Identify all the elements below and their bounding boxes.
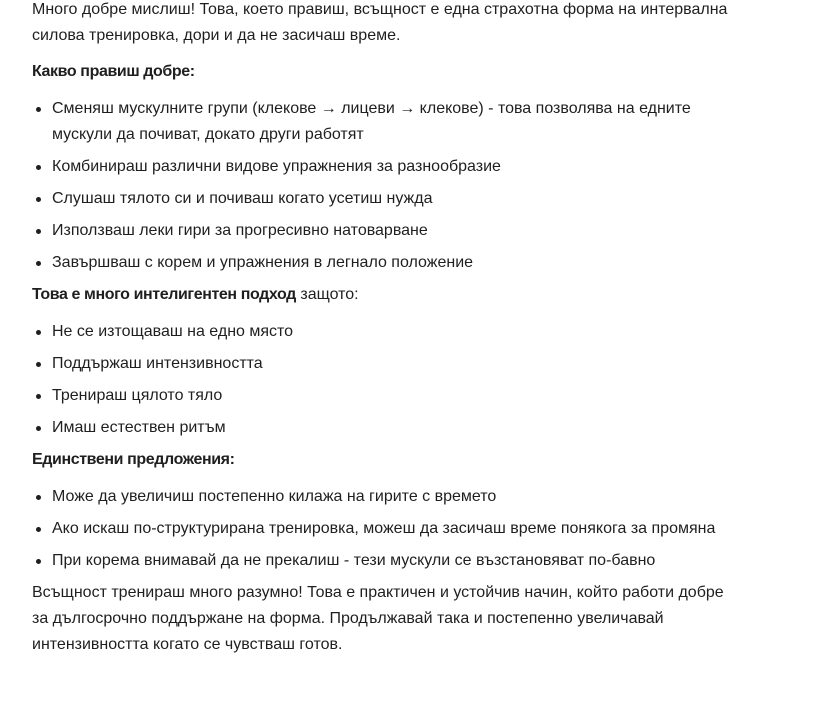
list-item: Завършваш с корем и упражнения в легнало положение: [32, 250, 732, 276]
intro-paragraph: Много добре мислиш! Това, което правиш, всъщност е една страхотна форма на интервална силова тренировка, дори и да не засичаш време.: [32, 1, 728, 44]
section-heading-smart-bold: Това е много интелигентен подход: [32, 286, 296, 303]
list-item: При корема внимавай да не прекалиш - тези мускули се възстановяват по-бавно: [32, 548, 732, 574]
list-item: Сменяш мускулните групи (клекове → лицеви → клекове) - това позволява на едните мускули да почиват, докато други работят: [32, 96, 732, 148]
suggestions-list: [32, 484, 732, 574]
list-item: Не се изтощаваш на едно място: [32, 319, 732, 345]
list-item: Използваш леки гири за прогресивно натоварване: [32, 218, 732, 244]
list-item: Имаш естествен ритъм: [32, 415, 732, 441]
section-heading-smart: [32, 282, 732, 308]
section-heading-smart-rest: защото:: [295, 286, 359, 303]
section-heading-good: Какво правиш добре:: [32, 63, 195, 80]
smart-list: [32, 319, 732, 441]
section-heading-suggestions: Единствени предложения:: [32, 451, 235, 468]
list-item: Поддържаш интензивността: [32, 351, 732, 377]
list-item: Комбинираш различни видове упражнения за разнообразие: [32, 154, 732, 180]
good-list: [32, 96, 732, 276]
list-item: Ако искаш по-структурирана тренировка, можеш да засичаш време понякога за промяна: [32, 516, 732, 542]
list-item: Слушаш тялото си и почиваш когато усетиш нужда: [32, 186, 732, 212]
outro-paragraph: Всъщност тренираш много разумно! Това е практичен и устойчив начин, който работи добре за дългосрочно поддържане на форма. Продължавай така и постепенно увеличавай интензивността когато се чувстваш готов.: [32, 584, 724, 653]
list-item: Тренираш цялото тяло: [32, 383, 732, 409]
list-item: Може да увеличиш постепенно килажа на гирите с времето: [32, 484, 732, 510]
